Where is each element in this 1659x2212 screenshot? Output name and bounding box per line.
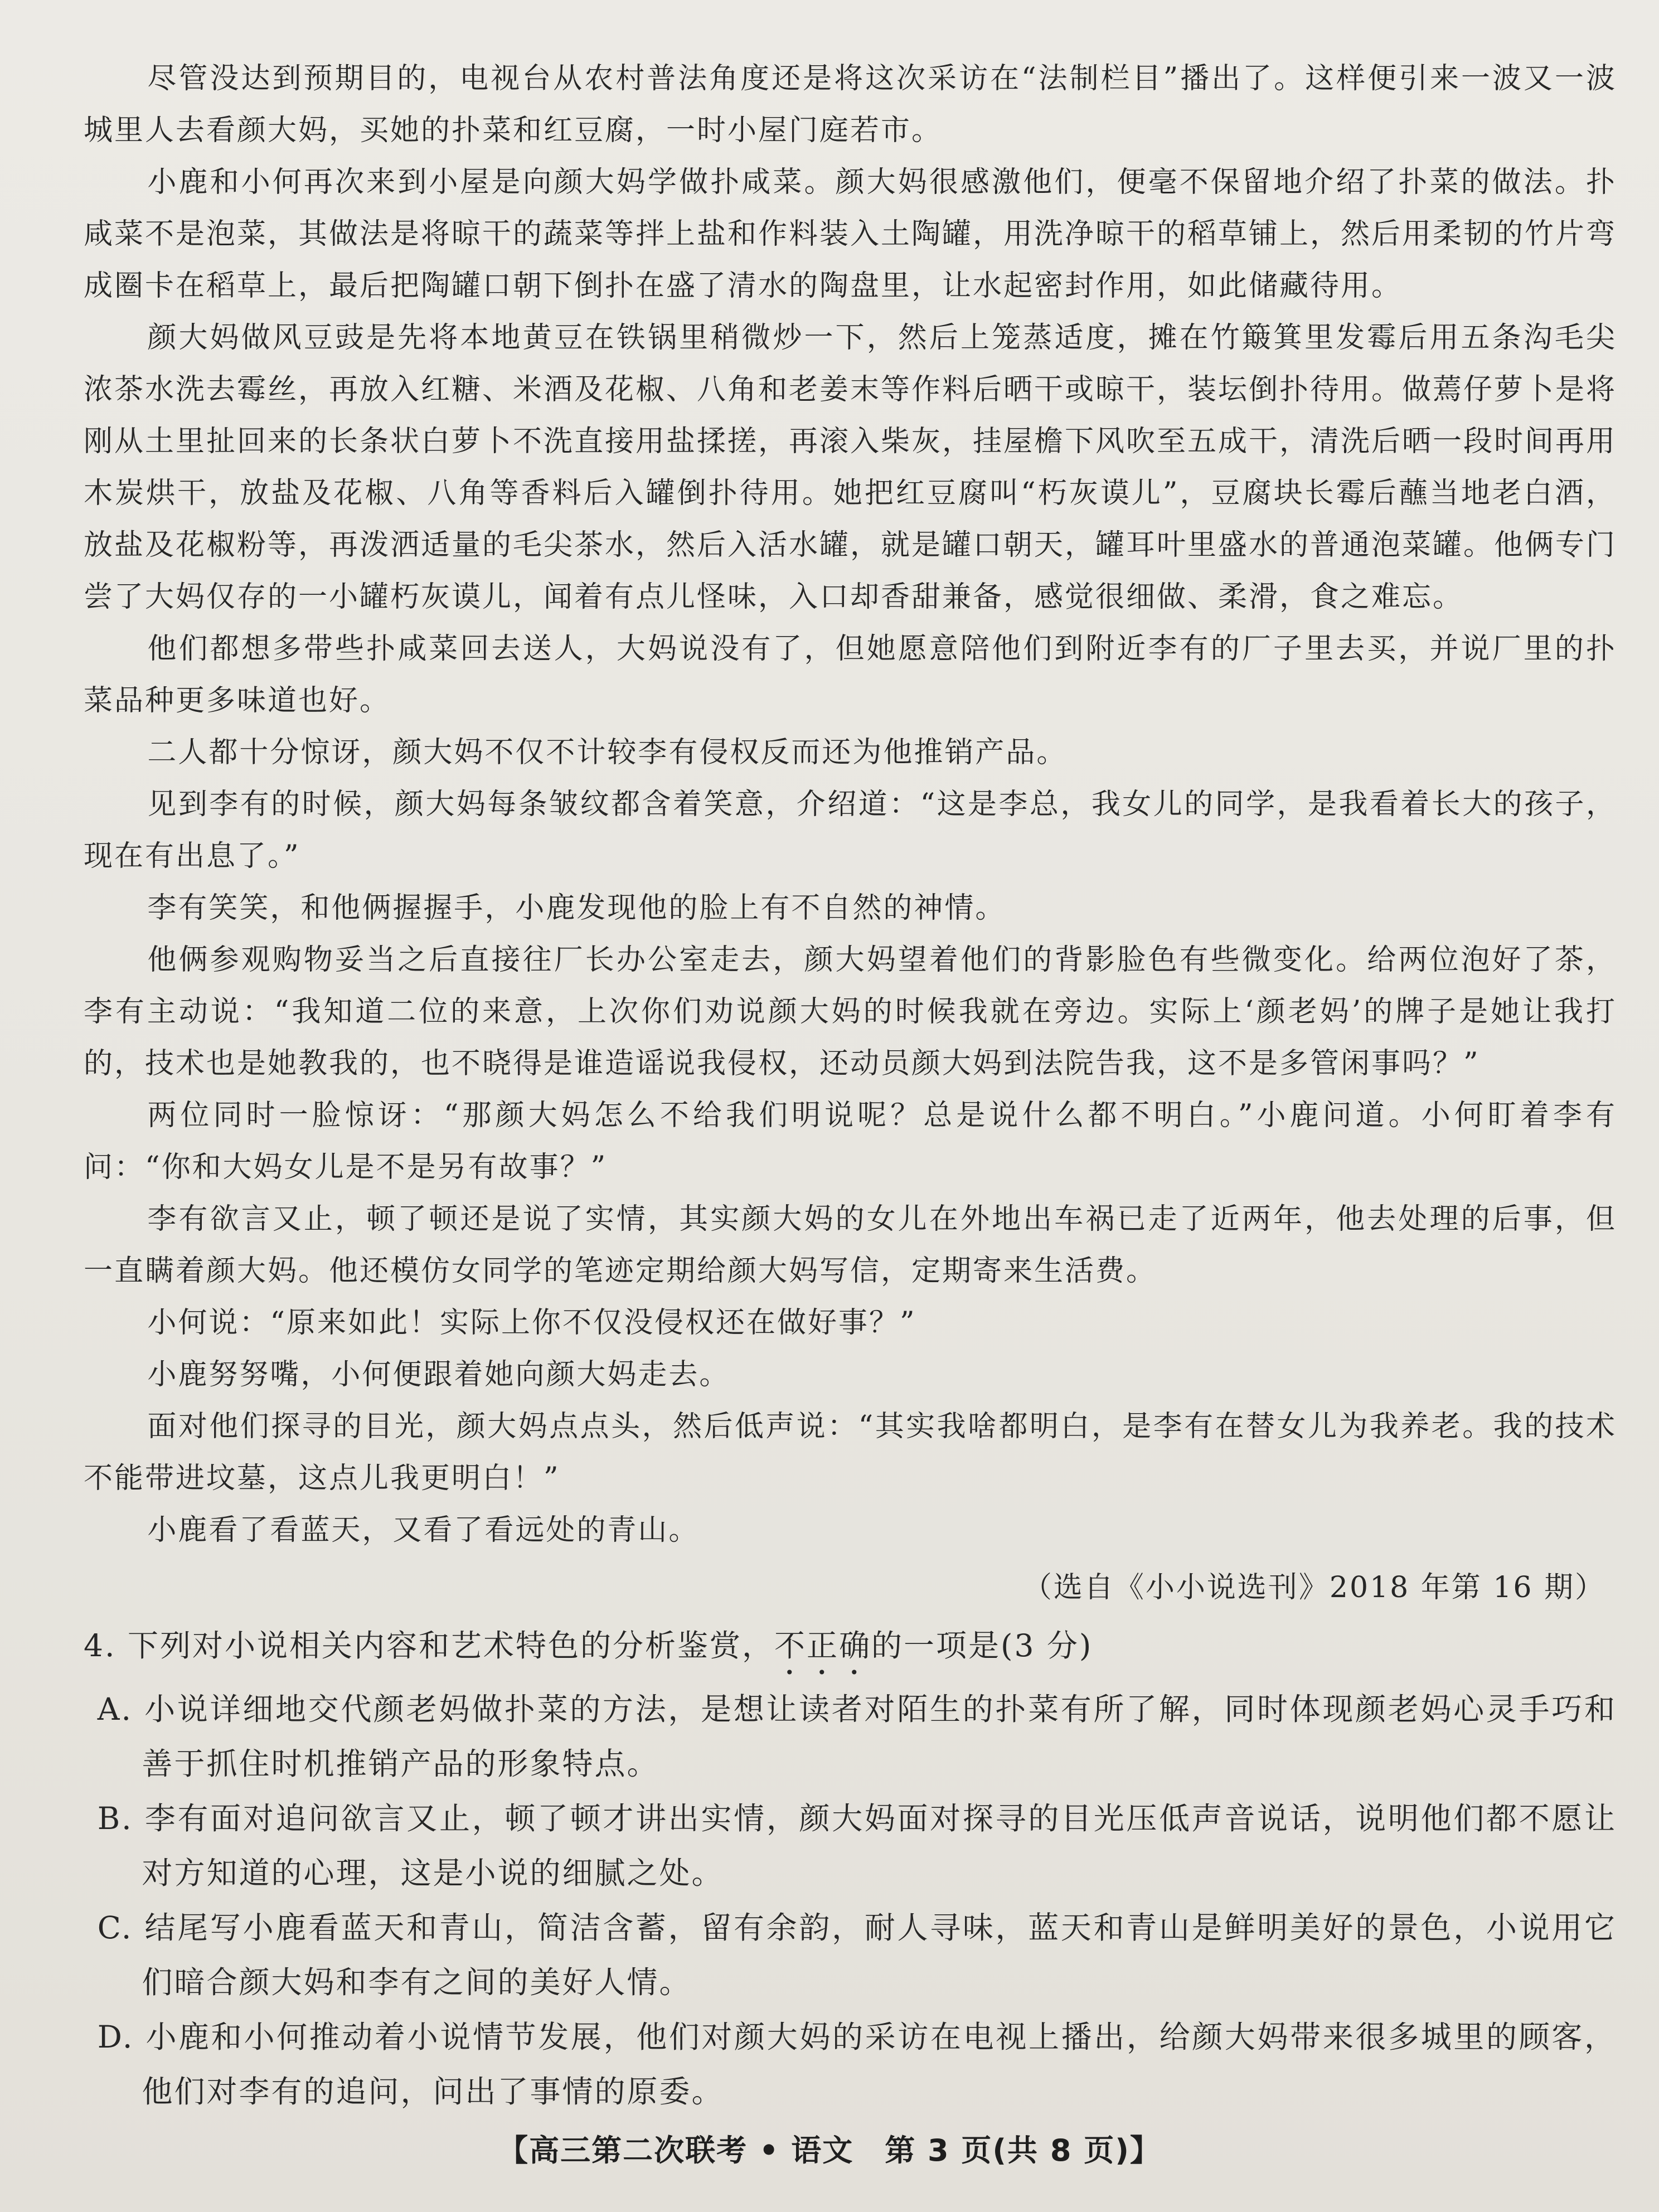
page-footer: 【高三第二次联考 • 语文 第 3 页(共 8 页)】	[498, 2133, 1161, 2168]
passage-paragraph-12: 小鹿努努嘴，小何便跟着她向颜大妈走去。	[147, 1358, 730, 1391]
passage-paragraph-14: 小鹿看了看蓝天，又看了看远处的青山。	[147, 1514, 700, 1547]
question-stem-suffix: 的一项是(3 分)	[871, 1628, 1093, 1663]
passage-paragraph-10: 李有欲言又止，顿了顿还是说了实情，其实颜大妈的女儿在外地出车祸已走了近两年，他去处理的后事，但一直瞒着颜大妈。他还模仿女同学的笔迹定期给颜大妈写信，定期寄来生活费。	[84, 1202, 1617, 1288]
passage-paragraph-11: 小何说：“原来如此！实际上你不仅没侵权还在做好事？”	[147, 1306, 916, 1340]
question-stem-prefix: 4. 下列对小说相关内容和艺术特色的分析鉴赏，	[84, 1628, 774, 1663]
passage-paragraph-3: 颜大妈做风豆豉是先将本地黄豆在铁锅里稍微炒一下，然后上笼蒸适度，摊在竹簸箕里发霉后用五条沟毛尖浓茶水洗去霉丝，再放入红糖、米酒及花椒、八角和老姜末等作料后晒干或晾干，装坛倒扑待用。做蔫仔萝卜是将刚从土里扯回来的长条状白萝卜不洗直接用盐揉搓，再滚入柴灰，挂屋檐下风吹至五成干，清洗后晒一段时间再用木炭烘干，放盐及花椒、八角等香料后入罐倒扑待用。她把红豆腐叫“朽灰谟儿”，豆腐块长霉后蘸当地老白酒，放盐及花椒粉等，再泼洒适量的毛尖茶水，然后入活水罐，就是罐口朝天，罐耳叶里盛水的普通泡菜罐。他俩专门尝了大妈仅存的一小罐朽灰谟儿，闻着有点儿怪味，入口却香甜兼备，感觉很细做、柔滑，食之难忘。	[84, 321, 1617, 614]
page-content	[84, 53, 1617, 2119]
question-4-stem	[84, 1618, 1617, 1682]
option-a: A. 小说详细地交代颜老妈做扑菜的方法，是想让读者对陌生的扑菜有所了解，同时体现颜老妈心灵手巧和善于抓住时机推销产品的形象特点。	[97, 1691, 1617, 1782]
option-c: C. 结尾写小鹿看蓝天和青山，简洁含蓄，留有余韵，耐人寻味，蓝天和青山是鲜明美好的景色，小说用它们暗合颜大妈和李有之间的美好人情。	[97, 1910, 1617, 2000]
passage-paragraph-4: 他们都想多带些扑咸菜回去送人，大妈说没有了，但她愿意陪他们到附近李有的厂子里去买，并说厂里的扑菜品种更多味道也好。	[84, 632, 1617, 717]
passage-paragraph-2: 小鹿和小何再次来到小屋是向颜大妈学做扑咸菜。颜大妈很感激他们，便毫不保留地介绍了扑菜的做法。扑咸菜不是泡菜，其做法是将晾干的蔬菜等拌上盐和作料装入土陶罐，用洗净晾干的稻草铺上，然后用柔韧的竹片弯成圈卡在稻草上，最后把陶罐口朝下倒扑在盛了清水的陶盘里，让水起密封作用，如此储藏待用。	[84, 166, 1617, 303]
question-stem-emphasis: 不正确	[774, 1628, 871, 1663]
passage-paragraph-8: 他俩参观购物妥当之后直接往厂长办公室走去，颜大妈望着他们的背影脸色有些微变化。给两位泡好了茶，李有主动说：“我知道二位的来意，上次你们劝说颜大妈的时候我就在旁边。实际上‘颜老妈’的牌子是她让我打的，技术也是她教我的，也不晓得是谁造谣说我侵权，还动员颜大妈到法院告我，这不是多管闲事吗？”	[84, 943, 1617, 1080]
passage-paragraph-13: 面对他们探寻的目光，颜大妈点点头，然后低声说：“其实我啥都明白，是李有在替女儿为我养老。我的技术不能带进坟墓，这点儿我更明白！”	[84, 1410, 1617, 1495]
passage-paragraph-6: 见到李有的时候，颜大妈每条皱纹都含着笑意，介绍道：“这是李总，我女儿的同学，是我看着长大的孩子，现在有出息了。”	[84, 788, 1617, 873]
option-b: B. 李有面对追问欲言又止，顿了顿才讲出实情，颜大妈面对探寻的目光压低声音说话，说明他们都不愿让对方知道的心理，这是小说的细腻之处。	[97, 1801, 1617, 1891]
passage-paragraph-5: 二人都十分惊讶，颜大妈不仅不计较李有侵权反而还为他推销产品。	[147, 736, 1068, 769]
option-d: D. 小鹿和小何推动着小说情节发展，他们对颜大妈的采访在电视上播出，给颜大妈带来很多城里的顾客，他们对李有的追问，问出了事情的原委。	[97, 2019, 1617, 2109]
passage-paragraph-9: 两位同时一脸惊讶：“那颜大妈怎么不给我们明说呢？总是说什么都不明白。”小鹿问道。小何盯着李有问：“你和大妈女儿是不是另有故事？”	[84, 1099, 1617, 1184]
passage-paragraph-7: 李有笑笑，和他俩握握手，小鹿发现他的脸上有不自然的神情。	[147, 891, 1006, 925]
passage-source: （选自《小小说选刊》2018 年第 16 期）	[1022, 1571, 1605, 1604]
passage-paragraph-1: 尽管没达到预期目的，电视台从农村普法角度还是将这次采访在“法制栏目”播出了。这样便引来一波又一波城里人去看颜大妈，买她的扑菜和红豆腐，一时小屋门庭若市。	[84, 62, 1617, 147]
